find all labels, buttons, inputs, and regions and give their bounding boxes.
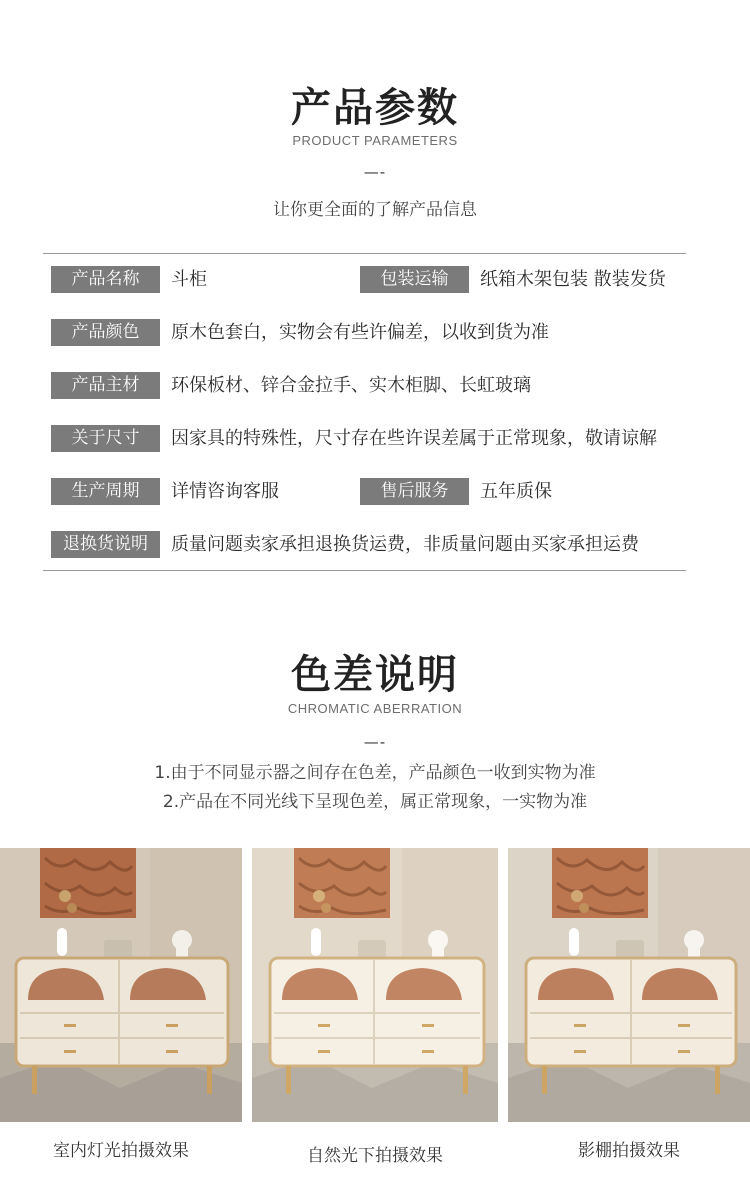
params-title: 产品参数 [291,85,459,131]
params-top-rule [43,253,686,254]
param-value-return: 质量问题卖家承担退换货运费，非质量问题由买家承担运费 [171,534,639,555]
caption-indoor-light: 室内灯光拍摄效果 [53,1141,189,1161]
cabinet-illustration [252,848,498,1122]
param-value-material: 环保板材、锌合金拉手、实木柜脚、长虹玻璃 [171,375,531,396]
photo-indoor-light [0,848,242,1122]
color-diff-title: 色差说明 [291,652,459,698]
color-diff-subtitle: CHROMATIC ABERRATION [287,701,463,716]
cabinet-illustration [0,848,242,1122]
color-diff-line-2: 2.产品在不同光线下呈现色差，属正常现象，一实物为准 [162,792,588,812]
param-label-material: 产品主材 [51,372,160,399]
caption-natural-light: 自然光下拍摄效果 [307,1146,443,1166]
params-dash: —- [363,163,387,181]
param-value-name: 斗柜 [171,269,207,290]
color-diff-dash: —- [363,733,387,751]
param-label-name: 产品名称 [51,266,160,293]
param-value-size: 因家具的特殊性，尺寸存在些许误差属于正常现象，敬请谅解 [171,428,657,449]
param-label-color: 产品颜色 [51,319,160,346]
param-value-production: 详情咨询客服 [171,481,279,502]
param-label-aftersale: 售后服务 [360,478,469,505]
params-bottom-rule [43,570,686,571]
param-label-production: 生产周期 [51,478,160,505]
param-label-packaging: 包装运输 [360,266,469,293]
param-value-color: 原木色套白，实物会有些许偏差，以收到货为准 [171,322,549,343]
photo-studio [508,848,750,1122]
params-subtitle: PRODUCT PARAMETERS [292,133,458,148]
param-value-packaging: 纸箱木架包装 散装发货 [480,269,666,290]
cabinet-illustration [508,848,750,1122]
param-label-size: 关于尺寸 [51,425,160,452]
param-value-aftersale: 五年质保 [480,481,552,502]
photo-natural-light [252,848,498,1122]
param-label-return: 退换货说明 [51,531,160,558]
color-diff-line-1: 1.由于不同显示器之间存在色差，产品颜色一收到实物为准 [154,763,596,783]
caption-studio: 影棚拍摄效果 [578,1141,680,1161]
params-description: 让你更全面的了解产品信息 [273,200,477,220]
